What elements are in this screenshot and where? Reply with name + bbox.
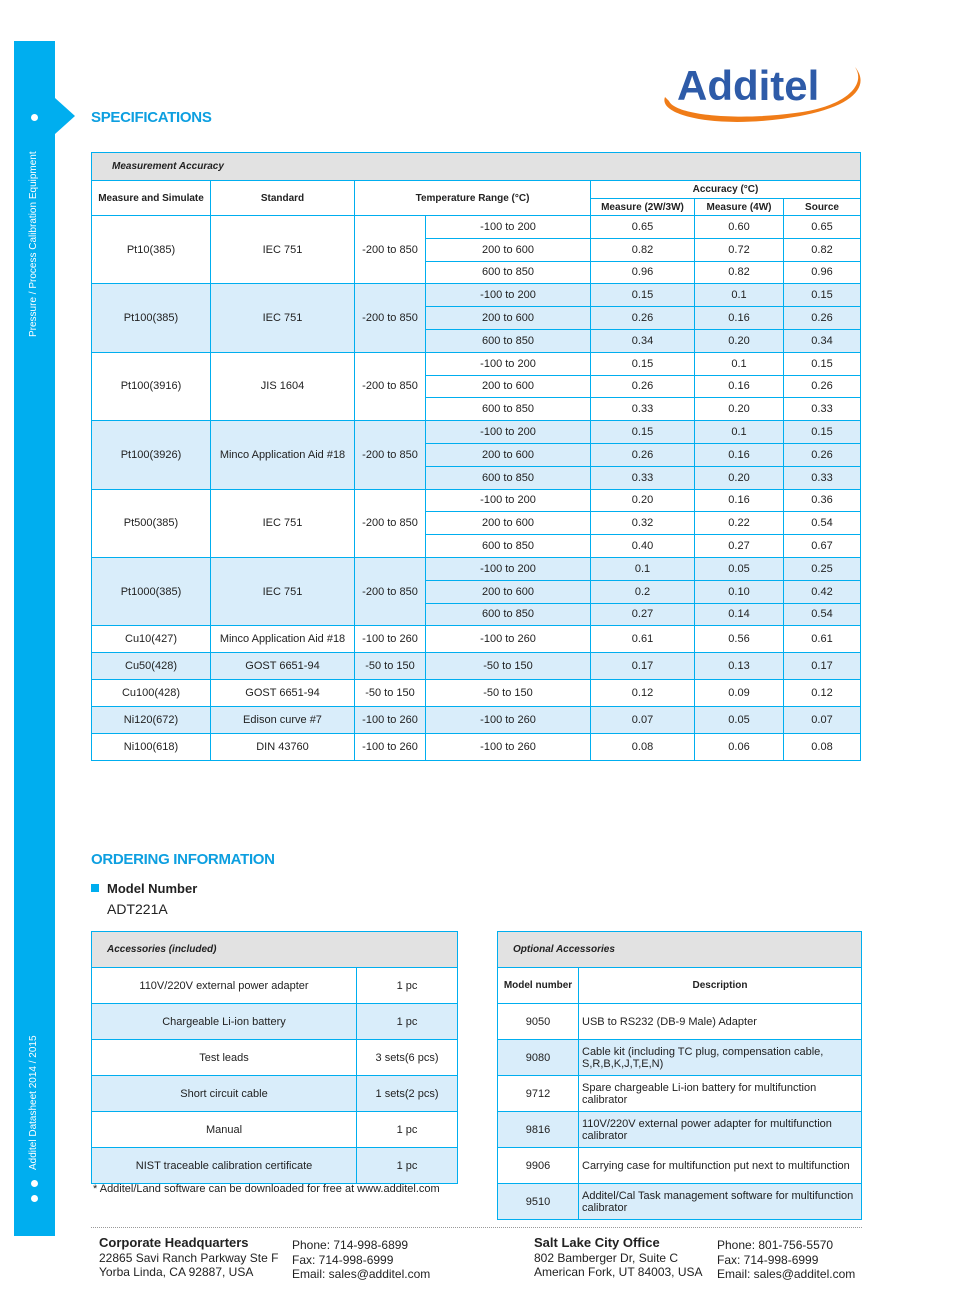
measure-4w-cell: 0.60 <box>695 216 784 239</box>
range-cell: -50 to 150 <box>355 680 426 707</box>
measure-2w-cell: 0.17 <box>591 653 695 680</box>
measure-4w-cell: 0.56 <box>695 626 784 653</box>
range-cell: -100 to 260 <box>355 626 426 653</box>
range-cell: -200 to 850 <box>355 284 426 352</box>
source-cell: 0.54 <box>784 603 861 626</box>
measure-4w-cell: 0.16 <box>695 443 784 466</box>
sub-range-cell: 600 to 850 <box>426 329 591 352</box>
slc-title: Salt Lake City Office <box>534 1235 660 1250</box>
sub-range-cell: -100 to 200 <box>426 284 591 307</box>
standard-cell: GOST 6651-94 <box>211 680 355 707</box>
sensor-type-cell: Pt100(3926) <box>92 421 211 489</box>
measure-2w-cell: 0.07 <box>591 707 695 734</box>
measure-4w-cell: 0.20 <box>695 398 784 421</box>
slc-phone: Phone: 801-756-5570 <box>717 1238 834 1252</box>
table-row <box>92 653 861 680</box>
sensor-type-cell: Ni100(618) <box>92 734 211 761</box>
accessory-name-cell: Chargeable Li-ion battery <box>92 1004 357 1040</box>
measure-4w-cell: 0.05 <box>695 707 784 734</box>
accessory-row <box>92 1076 458 1112</box>
optional-model-cell: 9080 <box>498 1040 579 1076</box>
specifications-title: SPECIFICATIONS <box>91 109 212 126</box>
sensor-type-cell: Pt100(385) <box>92 284 211 352</box>
accessory-row <box>92 1112 458 1148</box>
header-measure-2w: Measure (2W/3W) <box>591 199 695 216</box>
measure-2w-cell: 0.12 <box>591 680 695 707</box>
logo-text: Additel <box>677 62 820 109</box>
sub-range-cell: -100 to 200 <box>426 216 591 239</box>
sensor-type-cell: Cu50(428) <box>92 653 211 680</box>
sub-range-cell: 600 to 850 <box>426 535 591 558</box>
optional-model-cell: 9050 <box>498 1004 579 1040</box>
source-cell: 0.67 <box>784 535 861 558</box>
accessory-qty-cell: 1 pc <box>357 1148 458 1184</box>
accessory-name-cell: Short circuit cable <box>92 1076 357 1112</box>
standard-cell: Minco Application Aid #18 <box>211 626 355 653</box>
table-title: Measurement Accuracy <box>92 153 861 181</box>
accessory-qty-cell: 3 sets(6 pcs) <box>357 1040 458 1076</box>
sensor-type-cell: Pt1000(385) <box>92 557 211 625</box>
measure-2w-cell: 0.08 <box>591 734 695 761</box>
accessories-title: Accessories (included) <box>92 932 458 968</box>
measure-2w-cell: 0.33 <box>591 466 695 489</box>
measure-4w-cell: 0.22 <box>695 512 784 535</box>
slc-address <box>534 1236 703 1280</box>
source-cell: 0.65 <box>784 216 861 239</box>
range-cell: -100 to 260 <box>355 707 426 734</box>
range-cell: -200 to 850 <box>355 557 426 625</box>
sidebar-dot <box>31 1195 38 1202</box>
measure-4w-cell: 0.1 <box>695 284 784 307</box>
hq-email: Email: sales@additel.com <box>292 1267 431 1281</box>
model-number-value: ADT221A <box>107 901 168 917</box>
accessory-name-cell: Test leads <box>92 1040 357 1076</box>
standard-cell: IEC 751 <box>211 216 355 284</box>
hq-line1: 22865 Savi Ranch Parkway Ste F <box>99 1250 279 1265</box>
sub-range-cell: -100 to 260 <box>426 707 591 734</box>
optional-row <box>498 1004 862 1040</box>
source-cell: 0.15 <box>784 421 861 444</box>
measurement-accuracy-table <box>91 152 861 761</box>
source-cell: 0.34 <box>784 329 861 352</box>
slc-fax: Fax: 714-998-6999 <box>717 1252 819 1267</box>
source-cell: 0.08 <box>784 734 861 761</box>
table-row <box>92 216 861 239</box>
sensor-type-cell: Ni120(672) <box>92 707 211 734</box>
measure-2w-cell: 0.26 <box>591 443 695 466</box>
optional-title: Optional Accessories <box>498 932 862 968</box>
optional-row <box>498 1148 862 1184</box>
hq-fax: Fax: 714-998-6999 <box>292 1252 394 1267</box>
source-cell: 0.26 <box>784 443 861 466</box>
sub-range-cell: -50 to 150 <box>426 680 591 707</box>
table-row <box>92 557 861 580</box>
range-cell: -50 to 150 <box>355 653 426 680</box>
sidebar-dot <box>31 114 38 121</box>
accessory-qty-cell: 1 pc <box>357 1004 458 1040</box>
model-label-text: Model Number <box>107 881 198 896</box>
table-row <box>92 284 861 307</box>
header-model-number: Model number <box>498 968 579 1004</box>
measure-2w-cell: 0.33 <box>591 398 695 421</box>
source-cell: 0.96 <box>784 261 861 284</box>
source-cell: 0.26 <box>784 375 861 398</box>
optional-accessories-table <box>497 931 862 1220</box>
sub-range-cell: -100 to 260 <box>426 734 591 761</box>
accessories-included-table <box>91 931 458 1184</box>
optional-model-cell: 9816 <box>498 1112 579 1148</box>
standard-cell: DIN 43760 <box>211 734 355 761</box>
sub-range-cell: -100 to 260 <box>426 626 591 653</box>
sidebar-dot <box>31 1180 38 1187</box>
sub-range-cell: -100 to 200 <box>426 557 591 580</box>
sensor-type-cell: Cu10(427) <box>92 626 211 653</box>
standard-cell: IEC 751 <box>211 489 355 557</box>
standard-cell: Minco Application Aid #18 <box>211 421 355 489</box>
accessory-name-cell: NIST traceable calibration certificate <box>92 1148 357 1184</box>
measure-4w-cell: 0.16 <box>695 375 784 398</box>
slc-line2: American Fork, UT 84003, USA <box>534 1265 703 1279</box>
bullet-square-icon <box>91 884 99 892</box>
sensor-type-cell: Pt100(3916) <box>92 352 211 420</box>
source-cell: 0.42 <box>784 580 861 603</box>
model-number-label <box>91 881 197 896</box>
source-cell: 0.82 <box>784 238 861 261</box>
additel-logo <box>655 55 870 130</box>
measure-2w-cell: 0.20 <box>591 489 695 512</box>
source-cell: 0.26 <box>784 307 861 330</box>
measure-4w-cell: 0.05 <box>695 557 784 580</box>
sidebar-arrow <box>55 98 75 134</box>
measure-2w-cell: 0.27 <box>591 603 695 626</box>
sub-range-cell: 200 to 600 <box>426 375 591 398</box>
header-measure: Measure and Simulate <box>92 181 211 216</box>
standard-cell: IEC 751 <box>211 284 355 352</box>
source-cell: 0.17 <box>784 653 861 680</box>
measure-4w-cell: 0.06 <box>695 734 784 761</box>
header-temp-range: Temperature Range (°C) <box>355 181 591 216</box>
range-cell: -200 to 850 <box>355 489 426 557</box>
source-cell: 0.61 <box>784 626 861 653</box>
measure-4w-cell: 0.27 <box>695 535 784 558</box>
source-cell: 0.07 <box>784 707 861 734</box>
optional-desc-cell: Spare chargeable Li-ion battery for multifunction calibrator <box>579 1076 862 1112</box>
accessory-row <box>92 1148 458 1184</box>
table-row <box>92 734 861 761</box>
measure-4w-cell: 0.16 <box>695 307 784 330</box>
sub-range-cell: 200 to 600 <box>426 443 591 466</box>
source-cell: 0.33 <box>784 466 861 489</box>
accessory-qty-cell: 1 pc <box>357 1112 458 1148</box>
accessory-qty-cell: 1 sets(2 pcs) <box>357 1076 458 1112</box>
optional-row <box>498 1040 862 1076</box>
hq-phone: Phone: 714-998-6899 <box>292 1238 409 1252</box>
range-cell: -100 to 260 <box>355 734 426 761</box>
table-row <box>92 421 861 444</box>
sidebar-bottom-text: Additel Datasheet 2014 / 2015 <box>28 1035 39 1170</box>
header-standard: Standard <box>211 181 355 216</box>
header-measure-4w: Measure (4W) <box>695 199 784 216</box>
standard-cell: GOST 6651-94 <box>211 653 355 680</box>
measure-4w-cell: 0.10 <box>695 580 784 603</box>
optional-model-cell: 9906 <box>498 1148 579 1184</box>
sidebar-top-text: Pressure / Process Calibration Equipment <box>28 151 39 337</box>
optional-model-cell: 9510 <box>498 1184 579 1220</box>
header-description: Description <box>579 968 862 1004</box>
source-cell: 0.15 <box>784 284 861 307</box>
table-row <box>92 707 861 734</box>
measure-2w-cell: 0.1 <box>591 557 695 580</box>
range-cell: -200 to 850 <box>355 216 426 284</box>
hq-line2: Yorba Linda, CA 92887, USA <box>99 1265 254 1279</box>
sub-range-cell: 600 to 850 <box>426 603 591 626</box>
source-cell: 0.15 <box>784 352 861 375</box>
measure-2w-cell: 0.26 <box>591 307 695 330</box>
measure-2w-cell: 0.2 <box>591 580 695 603</box>
accessory-row <box>92 968 458 1004</box>
measure-4w-cell: 0.82 <box>695 261 784 284</box>
measure-2w-cell: 0.26 <box>591 375 695 398</box>
source-cell: 0.54 <box>784 512 861 535</box>
header-source: Source <box>784 199 861 216</box>
optional-model-cell: 9712 <box>498 1076 579 1112</box>
measure-4w-cell: 0.1 <box>695 421 784 444</box>
slc-contact <box>717 1238 855 1282</box>
sub-range-cell: 200 to 600 <box>426 238 591 261</box>
optional-desc-cell: Additel/Cal Task management software for multifunction calibrator <box>579 1184 862 1220</box>
download-footnote: * Additel/Land software can be downloaded for free at www.additel.com <box>93 1183 440 1195</box>
measure-4w-cell: 0.72 <box>695 238 784 261</box>
sensor-type-cell: Pt500(385) <box>92 489 211 557</box>
measure-2w-cell: 0.96 <box>591 261 695 284</box>
sensor-type-cell: Cu100(428) <box>92 680 211 707</box>
optional-row <box>498 1112 862 1148</box>
measure-2w-cell: 0.82 <box>591 238 695 261</box>
measure-4w-cell: 0.09 <box>695 680 784 707</box>
source-cell: 0.36 <box>784 489 861 512</box>
measure-4w-cell: 0.16 <box>695 489 784 512</box>
sub-range-cell: -50 to 150 <box>426 653 591 680</box>
ordering-title: ORDERING INFORMATION <box>91 851 275 868</box>
table-row <box>92 680 861 707</box>
sub-range-cell: -100 to 200 <box>426 489 591 512</box>
source-cell: 0.33 <box>784 398 861 421</box>
measure-2w-cell: 0.15 <box>591 352 695 375</box>
measure-2w-cell: 0.15 <box>591 284 695 307</box>
standard-cell: JIS 1604 <box>211 352 355 420</box>
sub-range-cell: 600 to 850 <box>426 466 591 489</box>
sub-range-cell: 600 to 850 <box>426 261 591 284</box>
hq-title: Corporate Headquarters <box>99 1235 249 1250</box>
slc-email: Email: sales@additel.com <box>717 1267 856 1281</box>
measure-4w-cell: 0.13 <box>695 653 784 680</box>
measure-4w-cell: 0.20 <box>695 466 784 489</box>
sub-range-cell: 200 to 600 <box>426 512 591 535</box>
accessory-row <box>92 1040 458 1076</box>
hq-contact <box>292 1238 430 1282</box>
source-cell: 0.25 <box>784 557 861 580</box>
table-row <box>92 626 861 653</box>
measure-2w-cell: 0.15 <box>591 421 695 444</box>
header-accuracy: Accuracy (°C) <box>591 181 861 199</box>
optional-row <box>498 1076 862 1112</box>
sensor-type-cell: Pt10(385) <box>92 216 211 284</box>
range-cell: -200 to 850 <box>355 421 426 489</box>
range-cell: -200 to 850 <box>355 352 426 420</box>
standard-cell: IEC 751 <box>211 557 355 625</box>
table-row <box>92 352 861 375</box>
optional-desc-cell: Carrying case for multifunction put next to multifunction <box>579 1148 862 1184</box>
measure-2w-cell: 0.34 <box>591 329 695 352</box>
measure-2w-cell: 0.65 <box>591 216 695 239</box>
sub-range-cell: 200 to 600 <box>426 580 591 603</box>
measure-4w-cell: 0.20 <box>695 329 784 352</box>
optional-desc-cell: USB to RS232 (DB-9 Male) Adapter <box>579 1004 862 1040</box>
accessory-name-cell: 110V/220V external power adapter <box>92 968 357 1004</box>
hq-address <box>99 1236 278 1280</box>
sub-range-cell: -100 to 200 <box>426 352 591 375</box>
optional-desc-cell: Cable kit (including TC plug, compensation cable, S,R,B,K,J,T,E,N) <box>579 1040 862 1076</box>
optional-row <box>498 1184 862 1220</box>
table-row <box>92 489 861 512</box>
sub-range-cell: 600 to 850 <box>426 398 591 421</box>
measure-2w-cell: 0.40 <box>591 535 695 558</box>
optional-desc-cell: 110V/220V external power adapter for multifunction calibrator <box>579 1112 862 1148</box>
sub-range-cell: -100 to 200 <box>426 421 591 444</box>
accessory-row <box>92 1004 458 1040</box>
measure-2w-cell: 0.32 <box>591 512 695 535</box>
accessory-name-cell: Manual <box>92 1112 357 1148</box>
sub-range-cell: 200 to 600 <box>426 307 591 330</box>
standard-cell: Edison curve #7 <box>211 707 355 734</box>
footer-divider <box>91 1227 862 1228</box>
measure-4w-cell: 0.14 <box>695 603 784 626</box>
slc-line1: 802 Bamberger Dr, Suite C <box>534 1250 679 1265</box>
accessory-qty-cell: 1 pc <box>357 968 458 1004</box>
measure-4w-cell: 0.1 <box>695 352 784 375</box>
measure-2w-cell: 0.61 <box>591 626 695 653</box>
source-cell: 0.12 <box>784 680 861 707</box>
